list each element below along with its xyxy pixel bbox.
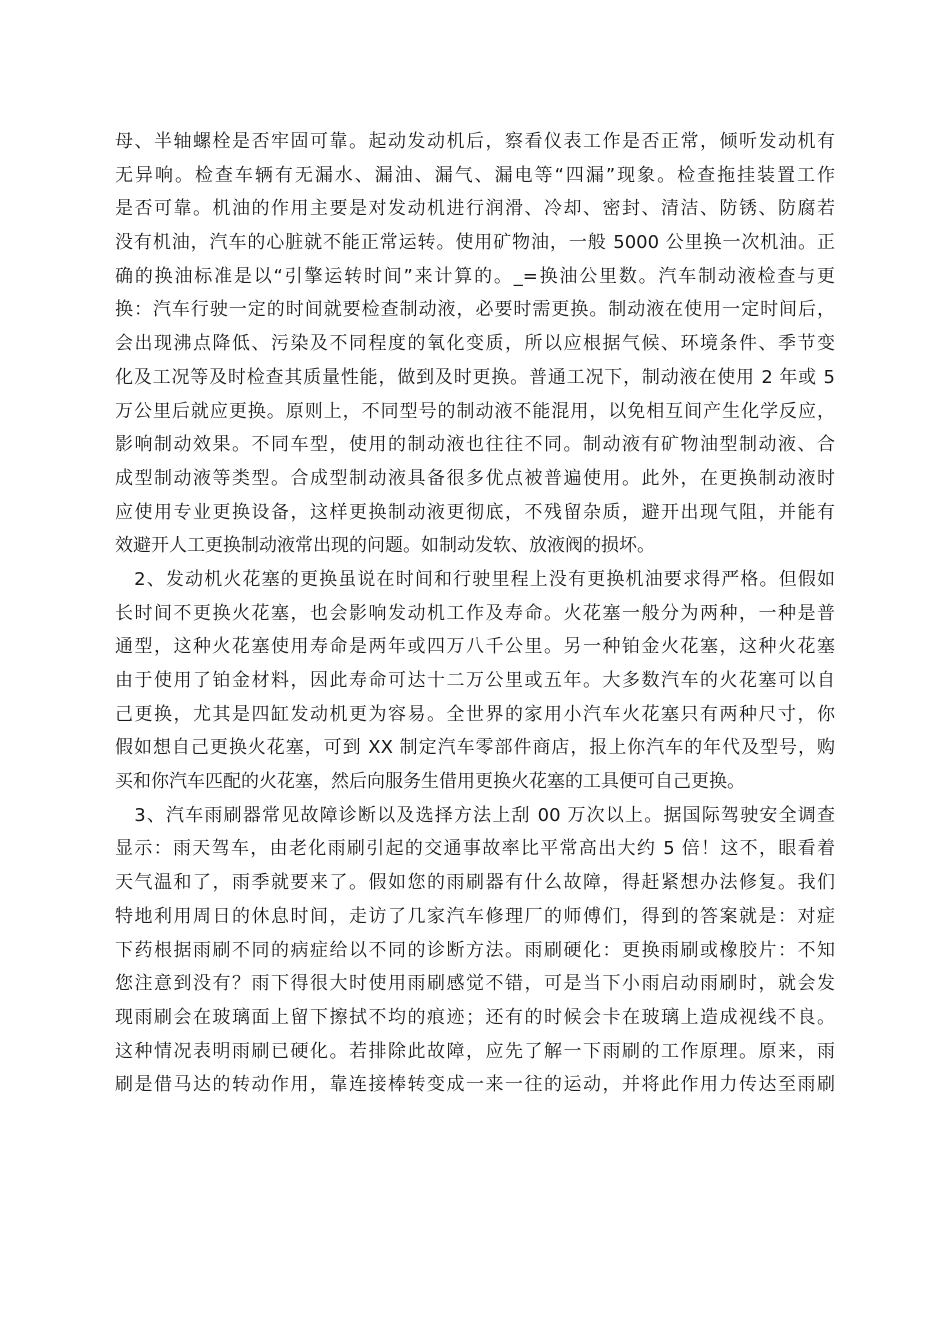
text-line: 通型，这种火花塞使用寿命是两年或四万八千公里。另一种铂金火花塞，这种火花塞 — [115, 636, 835, 658]
text-line: 影响制动效果。不同车型，使用的制动液也往往不同。制动液有矿物油型制动液、合 — [115, 434, 835, 456]
text-line: 无异响。检查车辆有无漏水、漏油、漏气、漏电等“四漏”现象。检查拖挂装置工作 — [115, 164, 835, 186]
text-line: 下药根据雨刷不同的病症给以不同的诊断方法。雨刷硬化：更换雨刷或橡胶片：不知 — [115, 939, 835, 961]
text-line: 确的换油标准是以“引擎运转时间”来计算的。_=换油公里数。汽车制动液检查与更 — [115, 265, 835, 287]
document-body — [115, 125, 835, 1102]
text-line: 3、汽车雨刷器常见故障诊断以及选择方法上刮 00 万次以上。据国际驾驶安全调查 — [115, 804, 835, 826]
text-line: 会出现沸点降低、污染及不同程度的氧化变质，所以应根据气候、环境条件、季节变 — [115, 333, 835, 355]
text-line: 2、发动机火花塞的更换虽说在时间和行驶里程上没有更换机油要求得严格。但假如 — [115, 568, 835, 590]
text-line: 显示：雨天驾车，由老化雨刷引起的交通事故率比平常高出大约 5 倍！这不，眼看着 — [115, 838, 835, 860]
text-line: 万公里后就应更换。原则上，不同型号的制动液不能混用，以免相互间产生化学反应， — [115, 400, 835, 422]
text-line: 成型制动液等类型。合成型制动液具备很多优点被普遍使用。此外，在更换制动液时 — [115, 467, 835, 489]
text-line: 这种情况表明雨刷已硬化。若排除此故障，应先了解一下雨刷的工作原理。原来，雨 — [115, 1040, 835, 1062]
text-line: 化及工况等及时检查其质量性能，做到及时更换。普通工况下，制动液在使用 2 年或 5 — [115, 366, 835, 388]
text-line: 换：汽车行驶一定的时间就要检查制动液，必要时需更换。制动液在使用一定时间后， — [115, 299, 835, 321]
text-line: 效避开人工更换制动液常出现的问题。如制动发软、放液阀的损坏。 — [115, 535, 655, 557]
text-line: 是否可靠。机油的作用主要是对发动机进行润滑、冷却、密封、清洁、防锈、防腐若 — [115, 198, 835, 220]
text-line: 己更换，尤其是四缸发动机更为容易。全世界的家用小汽车火花塞只有两种尺寸，你 — [115, 703, 835, 725]
text-line: 由于使用了铂金材料，因此寿命可达十二万公里或五年。大多数汽车的火花塞可以自 — [115, 670, 835, 691]
text-line: 买和你汽车匹配的火花塞，然后向服务生借用更换火花塞的工具便可自己更换。 — [115, 771, 745, 793]
text-line: 假如想自己更换火花塞，可到 XX 制定汽车零部件商店，报上你汽车的年代及型号，购 — [115, 737, 835, 759]
text-line: 刷是借马达的转动作用，靠连接棒转变成一来一往的运动，并将此作用力传达至雨刷 — [115, 1074, 835, 1096]
text-line: 您注意到没有？雨下得很大时使用雨刷感觉不错，可是当下小雨启动雨刷时，就会发 — [115, 973, 835, 995]
text-line: 特地利用周日的休息时间，走访了几家汽车修理厂的师傅们，得到的答案就是：对症 — [115, 905, 835, 927]
text-line: 天气温和了，雨季就要来了。假如您的雨刷器有什么故障，得赶紧想办法修复。我们 — [115, 872, 835, 894]
text-line: 没有机油，汽车的心脏就不能正常运转。使用矿物油，一般 5000 公里换一次机油。正 — [115, 232, 835, 254]
text-line: 现雨刷会在玻璃面上留下擦拭不均的痕迹；还有的时候会卡在玻璃上造成视线不良。 — [115, 1006, 835, 1028]
text-line: 母、半轴螺栓是否牢固可靠。起动发动机后，察看仪表工作是否正常，倾听发动机有 — [115, 131, 835, 152]
text-line: 应使用专业更换设备，这样更换制动液更彻底，不残留杂质，避开出现气阻，并能有 — [115, 501, 835, 523]
text-line: 长时间不更换火花塞，也会影响发动机工作及寿命。火花塞一般分为两种，一种是普 — [115, 602, 835, 624]
